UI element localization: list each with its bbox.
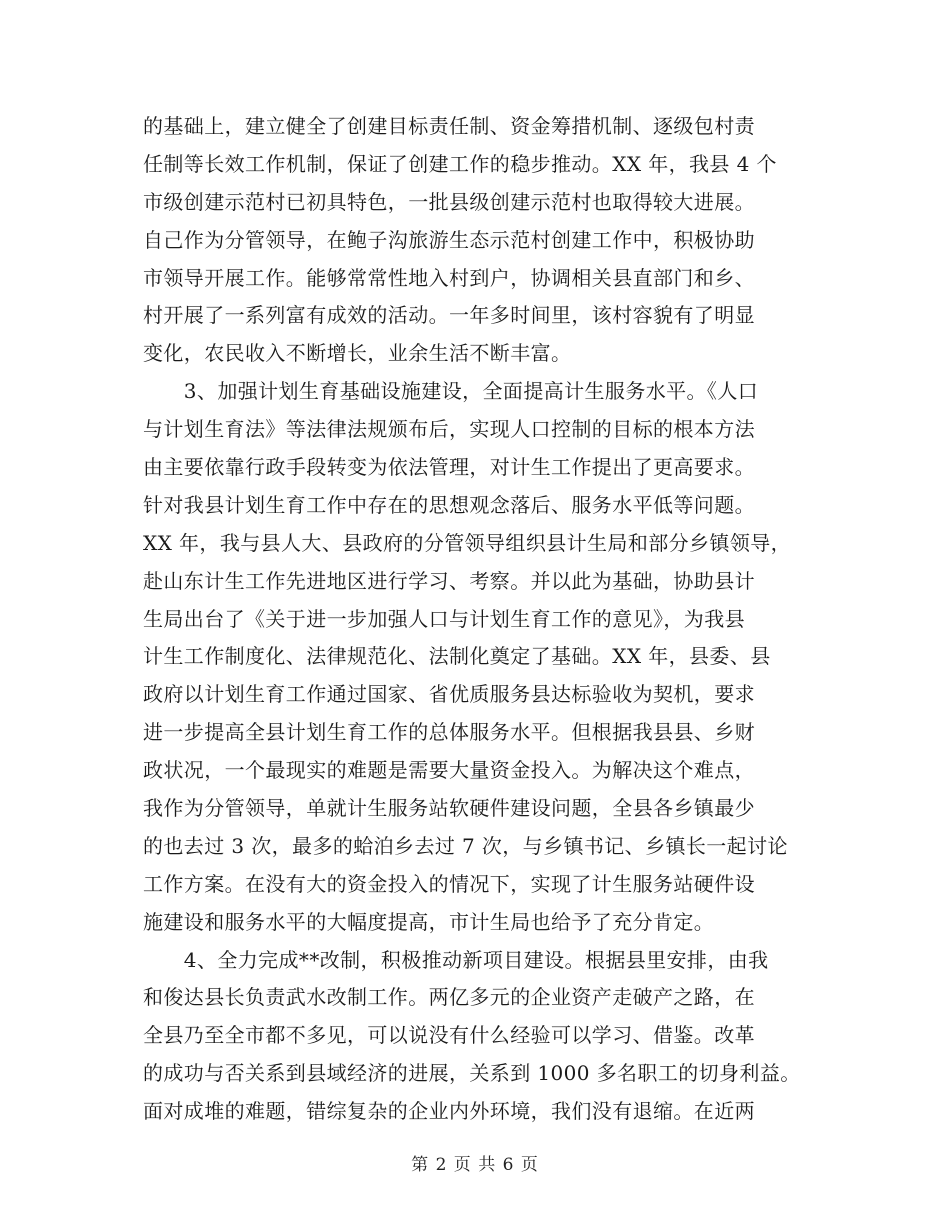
- page-number-footer: 第 2 页 共 6 页: [411, 1155, 539, 1175]
- text-line: 进一步提高全县计划生育工作的总体服务水平。但根据我县县、乡财: [143, 720, 755, 745]
- text-line: 全县乃至全市都不多见，可以说没有什么经验可以学习、借鉴。改革: [143, 1023, 755, 1048]
- text-line: 的成功与否关系到县域经济的进展，关系到 1000 多名职工的切身利益。: [143, 1061, 801, 1086]
- text-line: 与计划生育法》等法律法规颁布后，实现人口控制的目标的根本方法: [143, 417, 755, 442]
- text-line: 赴山东计生工作先进地区进行学习、考察。并以此为基础，协助县计: [143, 568, 755, 593]
- text-line: 市级创建示范村已初具特色，一批县级创建示范村也取得较大进展。: [143, 189, 755, 214]
- text-line: 面对成堆的难题，错综复杂的企业内外环境，我们没有退缩。在近两: [143, 1099, 755, 1124]
- text-line: 和俊达县长负责武水改制工作。两亿多元的企业资产走破产之路，在: [143, 985, 755, 1010]
- text-line: XX 年，我与县人大、县政府的分管领导组织县计生局和部分乡镇领导，: [143, 530, 792, 555]
- text-line: 针对我县计划生育工作中存在的思想观念落后、服务水平低等问题。: [143, 492, 755, 517]
- text-line: 生局出台了《关于进一步加强人口与计划生育工作的意见》，为我县: [143, 606, 745, 631]
- text-line: 任制等长效工作机制，保证了创建工作的稳步推动。XX 年，我县 4 个: [143, 151, 777, 176]
- text-line: 政府以计划生育工作通过国家、省优质服务县达标验收为契机，要求: [143, 682, 755, 707]
- text-line: 的也去过 3 次，最多的蛤泊乡去过 7 次，与乡镇书记、乡镇长一起讨论: [143, 833, 788, 858]
- text-line: 村开展了一系列富有成效的活动。一年多时间里，该村容貌有了明显: [143, 303, 755, 328]
- text-line: 4、全力完成**改制，积极推动新项目建设。根据县里安排，由我: [143, 947, 769, 972]
- text-line: 变化，农民收入不断增长，业余生活不断丰富。: [143, 341, 572, 366]
- body-text: [143, 108, 823, 1131]
- text-line: 计生工作制度化、法律规范化、法制化奠定了基础。XX 年，县委、县: [143, 644, 771, 669]
- text-line: 工作方案。在没有大的资金投入的情况下，实现了计生服务站硬件设: [143, 871, 755, 896]
- text-line: 市领导开展工作。能够常常性地入村到户，协调相关县直部门和乡、: [143, 265, 755, 290]
- text-line: 3、加强计划生育基础设施建设，全面提高计生服务水平。《人口: [143, 379, 759, 404]
- text-line: 施建设和服务水平的大幅度提高，市计生局也给予了充分肯定。: [143, 909, 715, 934]
- text-line: 自己作为分管领导，在鲍子沟旅游生态示范村创建工作中，积极协助: [143, 227, 755, 252]
- text-line: 由主要依靠行政手段转变为依法管理，对计生工作提出了更高要求。: [143, 455, 755, 480]
- text-line: 政状况，一个最现实的难题是需要大量资金投入。为解决这个难点，: [143, 758, 755, 783]
- text-line: 我作为分管领导，单就计生服务站软硬件建设问题，全县各乡镇最少: [143, 796, 755, 821]
- text-line: 的基础上，建立健全了创建目标责任制、资金筹措机制、逐级包村责: [143, 114, 755, 138]
